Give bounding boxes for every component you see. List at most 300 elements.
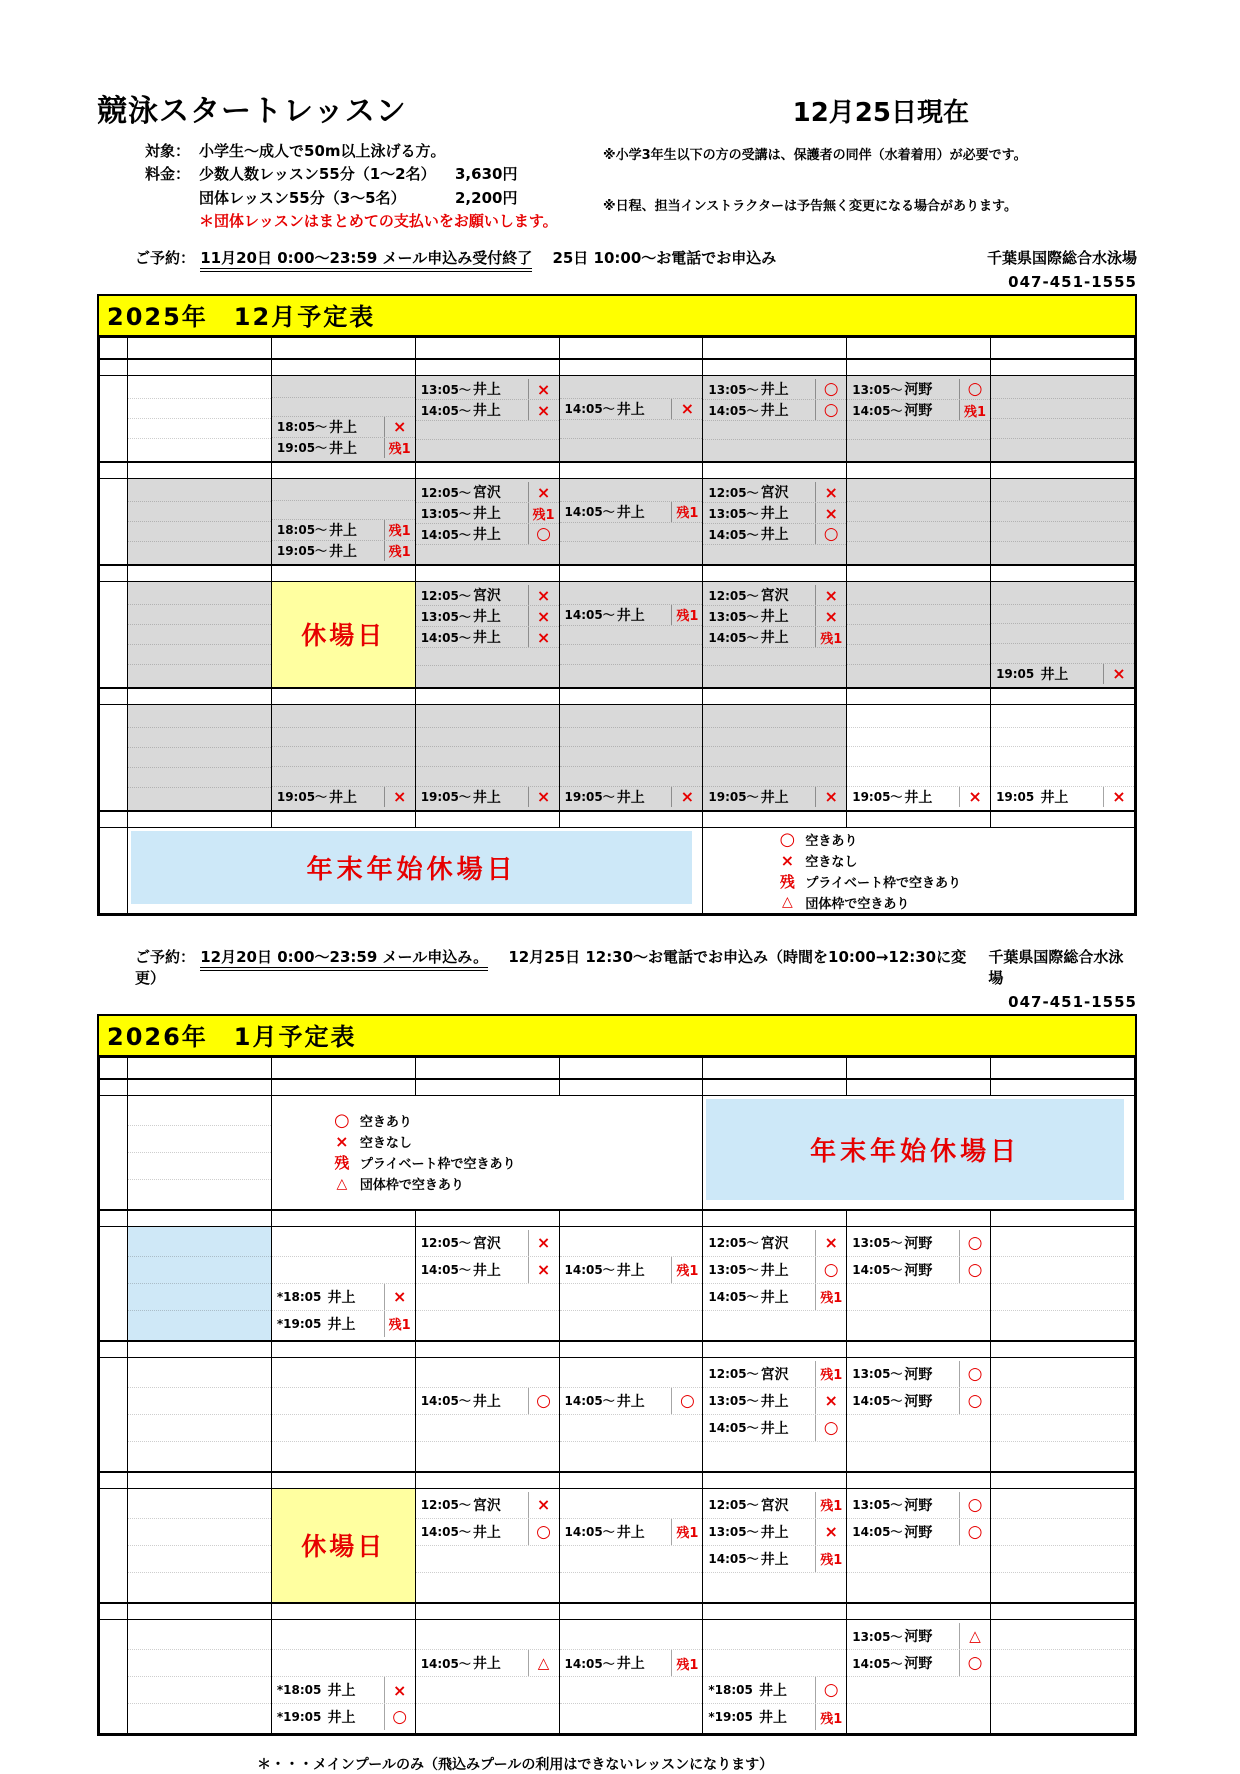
lesson-entry [560,787,703,807]
lesson-time: 14:05～ [852,1263,903,1278]
reservation-january [97,946,1137,988]
slot-line [991,1284,1134,1311]
lesson-time: 14:05～ [420,403,471,418]
availability-status: × [384,1677,415,1703]
lesson-entry [991,787,1134,807]
lesson-entry [703,585,846,606]
date-cell [559,1603,703,1620]
instructor-name: 宮沢 [760,1235,789,1252]
schedule-row-week-1 [100,1096,1135,1210]
lesson-time: 14:05～ [852,1656,903,1671]
slot-line [991,1311,1134,1337]
day-header-土 [991,1058,1135,1079]
date-row-week-5 [100,1603,1135,1620]
availability-status: 残1 [671,502,702,522]
lesson-entry [703,1257,846,1284]
date-cell [703,1210,847,1227]
closed-day-label: 休場日 [301,621,386,651]
calendar-december-mount [97,294,1137,916]
reservation-mail-period: 12月20日 0:00～23:59 メール申込み。 [200,948,488,971]
schedule-cell [991,1489,1135,1603]
lesson-time: 14:05～ [708,403,759,418]
instructor-name: 河野 [904,1262,933,1279]
date-cell [415,462,559,479]
instructor-name: 井上 [759,1710,788,1726]
lesson-entry [272,1704,415,1730]
schedule-cell [991,479,1135,565]
lesson-time: 13:05～ [852,382,903,397]
lesson-time: 14:05～ [420,1656,471,1671]
slot-line [847,665,990,684]
date-cell [703,811,847,828]
slot-line [560,767,703,787]
reservation-label: ご予約： [135,249,196,267]
schedule-row-week-3 [100,1358,1135,1472]
day-header-金 [847,1058,991,1079]
lesson-entry [847,400,990,421]
lesson-entry [703,1284,846,1311]
instructor-name: 河野 [904,382,933,398]
legend-cell [703,828,1135,914]
slot-line [991,1546,1134,1573]
lesson-time: 14:05～ [564,1656,615,1671]
slot-line [560,747,703,767]
venue-name: 千葉県国際総合水泳場 [988,948,1124,987]
schedule-cell [271,1358,415,1472]
slot-line [991,399,1134,419]
schedule-cell [991,1358,1135,1472]
lesson-time: 18:05～ [276,523,328,537]
schedule-cell [559,1227,703,1341]
instructor-name: 井上 [472,630,501,646]
date-cell [991,1210,1135,1227]
instructor-name: 宮沢 [472,588,501,604]
info-section [97,140,1137,233]
date-cell [271,1210,415,1227]
availability-status: × [815,1388,846,1414]
availability-status: 残1 [815,1284,846,1310]
newyear-closure-cell [703,1096,1135,1210]
slot-line [128,645,271,665]
slot-line [128,748,271,768]
lesson-entry [416,1230,559,1257]
slot-line [128,665,271,684]
availability-status: × [384,1284,415,1310]
lesson-entry [272,1284,415,1311]
schedule-row-week-4 [100,705,1135,811]
slot-line [128,788,271,807]
slot-line [703,747,846,767]
lesson-time: 13:05～ [420,609,471,624]
x-symbol: × [780,850,795,870]
lesson-entry [847,379,990,400]
date-cell [559,359,703,376]
lesson-time: 19:05 [996,666,1039,681]
lesson-time: 14:05～ [420,1525,471,1540]
slot-line [847,605,990,625]
date-row-week-5 [100,811,1135,828]
availability-status: × [1103,787,1134,807]
target-line [145,140,597,163]
instructor-name: 河野 [904,1656,933,1672]
instructor-name: 井上 [904,789,933,806]
lesson-time: 13:05～ [852,1367,903,1382]
slot-line [847,522,990,542]
slot-line [128,399,271,419]
date-cell [415,1341,559,1358]
lesson-info [145,140,597,233]
schedule-cell [559,705,703,811]
slot-line [128,1492,271,1519]
slot-line [847,542,990,561]
date-cell [847,359,991,376]
instructor-name: 井上 [616,1656,645,1672]
slot-line [128,1415,271,1442]
lesson-entry [416,1388,559,1415]
availability-status: ○ [959,1257,990,1283]
zan-symbol: 残 [779,872,795,891]
slot-line [847,482,990,502]
slot-line [847,645,990,665]
slot-line [703,767,846,787]
date-cell [271,1079,415,1096]
date-cell [991,811,1135,828]
slot-line [991,644,1134,664]
instructor-name: 井上 [327,1316,356,1333]
availability-status: 残1 [815,1546,846,1572]
lesson-time: 19:05～ [852,790,903,804]
slot-line [560,1415,703,1442]
lesson-entry [416,585,559,606]
availability-status: 残1 [815,1361,846,1387]
target-text: 小学生～成人で50m以上泳げる方。 [199,142,446,160]
date-row-week-2 [100,462,1135,479]
slot-line [991,605,1134,625]
slot-line [272,1388,415,1415]
availability-status: △ [528,1650,559,1676]
schedule-cell [991,376,1135,462]
lesson-time: 12:05～ [708,1367,759,1382]
instructor-name: 宮沢 [472,485,501,501]
slot-line [128,1650,271,1677]
availability-status: 残1 [815,627,846,647]
instructor-name: 井上 [760,609,789,625]
schedule-row-week-2 [100,479,1135,565]
date-cell [128,1472,272,1489]
tri-symbol: △ [336,1175,348,1192]
date-cell [128,359,272,376]
lesson-entry [847,787,990,807]
availability-status: × [384,417,415,437]
availability-status: 残1 [528,503,559,523]
o-symbol: ○ [779,828,796,850]
venue-name: 千葉県国際総合水泳場 [986,249,1137,267]
schedule-row-week-2 [100,1227,1135,1341]
schedule-cell [847,1620,991,1734]
availability-status: 残1 [671,1257,702,1283]
slot-line [416,708,559,728]
slot-line [272,1442,415,1468]
slot-line [991,1361,1134,1388]
o-symbol: ○ [333,1110,350,1132]
schedule-cell [847,1489,991,1603]
instructor-name: 井上 [760,382,789,398]
date-cell [703,565,847,582]
slot-line [703,545,846,561]
lesson-entry [847,1230,990,1257]
slot-line [703,421,846,440]
instructor-name: 井上 [472,1656,501,1672]
slot-line [847,728,990,748]
schedule-cell [559,1358,703,1472]
zan-symbol: 残 [334,1154,350,1173]
slot-line [416,747,559,767]
slot-line [128,439,271,458]
instructor-name: 井上 [760,789,789,806]
schedule-cell [991,1620,1135,1734]
reservation-phone-period: 12月25日 12:30～お電話でお申込み（時間を10:00→12:30に変更） [135,948,967,987]
slot-line [991,585,1134,605]
slot-line [128,542,271,561]
slot-line [847,767,990,787]
lesson-time: *18:05 [276,1683,326,1697]
availability-status: × [528,379,559,399]
schedule-cell [847,705,991,811]
lesson-entry [703,1519,846,1546]
instructor-name: 河野 [904,1235,933,1252]
slot-line [703,1442,846,1468]
date-cell [128,688,272,705]
lesson-time: 19:05～ [564,790,615,804]
availability-status: 残1 [384,541,415,561]
slot-line [703,1650,846,1677]
slot-line [128,1388,271,1415]
lesson-entry [416,524,559,545]
schedule-cell [703,1227,847,1341]
slot-line [560,665,703,684]
instructor-name: 井上 [616,789,645,806]
slot-line [272,747,415,767]
header [97,86,1137,130]
slot-line [272,379,415,398]
lesson-entry [847,1388,990,1415]
note-schedule-change: ※日程、担当インストラクターは予告無く変更になる場合があります。 [603,199,1017,214]
slot-line [272,1415,415,1442]
schedule-cell [128,705,272,811]
slot-line [991,482,1134,502]
availability-status: 残1 [815,1704,846,1730]
availability-status: × [528,606,559,626]
legend-label: プライベート枠で空きあり [359,1157,516,1173]
slot-line [560,1284,703,1311]
legend-label: 空きあり [805,833,858,849]
date-cell [991,1603,1135,1620]
date-cell [415,359,559,376]
slot-line [128,1284,271,1311]
slot-line [128,1519,271,1546]
availability-status: × [528,482,559,502]
lesson-time: 12:05～ [420,1498,471,1513]
slot-line [560,1442,703,1468]
instructor-name: 井上 [327,1289,356,1306]
day-header-水 [559,1058,703,1079]
lesson-time: 14:05～ [420,630,471,645]
availability-status: 残1 [671,1650,702,1676]
lesson-entry [560,1388,703,1415]
lesson-time: 13:05～ [708,382,759,397]
slot-line [991,624,1134,644]
date-cell [991,462,1135,479]
month-banner: 2026年 1月予定表 [99,1016,1135,1057]
availability-status: × [528,585,559,605]
date-cell [991,359,1135,376]
legend-cell [271,1096,703,1210]
instructor-name: 井上 [760,1551,789,1568]
lesson-entry [847,1257,990,1284]
lesson-entry [847,1623,990,1650]
fee-label: 料金： [145,165,191,184]
slot-line [128,1230,271,1257]
slot-line [991,1519,1134,1546]
lesson-time: 12:05～ [708,1498,759,1513]
instructor-name: 井上 [329,419,358,436]
lesson-entry [272,417,415,438]
lesson-entry [703,787,846,807]
schedule-cell [991,705,1135,811]
schedule-cell [847,1358,991,1472]
date-cell [128,1603,272,1620]
schedule-cell [128,1227,272,1341]
slot-line [272,767,415,787]
closed-day-label: 休場日 [301,1532,386,1562]
instructor-name: 井上 [616,504,645,521]
slot-line [128,1442,271,1468]
slot-line [991,542,1134,561]
schedule-cell [271,705,415,811]
slot-line [128,708,271,728]
availability-status: △ [959,1623,990,1649]
lesson-entry [272,787,415,807]
lesson-entry [703,606,846,627]
lesson-time: 19:05～ [420,790,471,804]
slot-line [560,523,703,543]
lesson-time: 12:05～ [708,1236,759,1251]
tri-symbol: △ [781,894,793,910]
availability-status: × [815,503,846,523]
day-header-木 [703,338,847,359]
date-cell [271,1472,415,1489]
lesson-time: 14:05～ [852,1525,903,1540]
lesson-time: 14:05～ [708,1290,759,1305]
availability-legend [272,1096,703,1209]
slot-line [847,625,990,645]
slot-line [272,728,415,748]
slot-line [416,728,559,748]
lesson-entry [703,1492,846,1519]
slot-line [991,1492,1134,1519]
fee-price-2: 2,200円 [455,188,518,207]
availability-status: × [528,400,559,420]
availability-status: × [528,1230,559,1256]
legend-item [324,1110,703,1131]
schedule-cell [415,479,559,565]
lesson-time: 19:05～ [276,544,328,558]
instructor-name: 宮沢 [760,588,789,604]
slot-line [560,1623,703,1650]
target-label: 対象： [145,142,191,160]
slot-line [847,440,990,458]
slot-line [991,1704,1134,1730]
fee-line-1 [145,163,597,186]
lesson-entry [416,400,559,421]
slot-line [560,585,703,605]
legend-label: 団体枠で空きあり [359,1178,464,1194]
availability-status: ○ [815,524,846,544]
lesson-time: 18:05～ [276,420,328,434]
date-cell [415,1079,559,1096]
slot-line [128,625,271,645]
lesson-entry [703,1388,846,1415]
lesson-entry [703,503,846,524]
lesson-entry [416,379,559,400]
slot-line [991,419,1134,439]
slot-line [416,1704,559,1730]
instructor-name: 井上 [327,1683,356,1699]
availability-status: ○ [815,379,846,399]
slot-line [703,1311,846,1337]
lesson-time: 14:05～ [852,403,903,418]
lesson-entry [703,400,846,421]
lesson-time: 14:05～ [420,527,471,542]
schedule-cell [415,705,559,811]
instructor-name: 井上 [329,543,358,560]
lesson-entry [416,787,559,807]
schedule-cell [559,1489,703,1603]
instructor-name: 井上 [329,522,358,539]
slot-line [991,502,1134,522]
slot-line [416,1546,559,1573]
slot-line [847,502,990,522]
lesson-entry [272,1311,415,1337]
reservation-december [97,247,1137,268]
instructor-name: 井上 [472,1524,501,1541]
instructor-name: 宮沢 [760,485,789,501]
schedule-cell [559,376,703,462]
availability-status: 残1 [384,438,415,458]
availability-status: × [815,787,846,807]
lesson-entry [560,1650,703,1677]
availability-status: ○ [959,1388,990,1414]
availability-status: × [815,585,846,605]
slot-line [560,1677,703,1704]
instructor-name: 井上 [760,1420,789,1437]
date-cell [271,565,415,582]
calendar-jan2026 [97,1014,1137,1736]
calendar-grid [99,1057,1135,1734]
lesson-time: 13:05～ [708,1525,759,1540]
instructor-name: 井上 [1040,789,1069,806]
day-header-row [100,1058,1135,1079]
slot-line [991,1442,1134,1468]
slot-line [991,708,1134,728]
slot-line [272,1257,415,1284]
schedule-cell [559,582,703,688]
schedule-cell [128,479,272,565]
slot-line [128,585,271,605]
availability-status: ○ [815,400,846,420]
lesson-entry [847,1361,990,1388]
availability-status: 残1 [671,1519,702,1545]
